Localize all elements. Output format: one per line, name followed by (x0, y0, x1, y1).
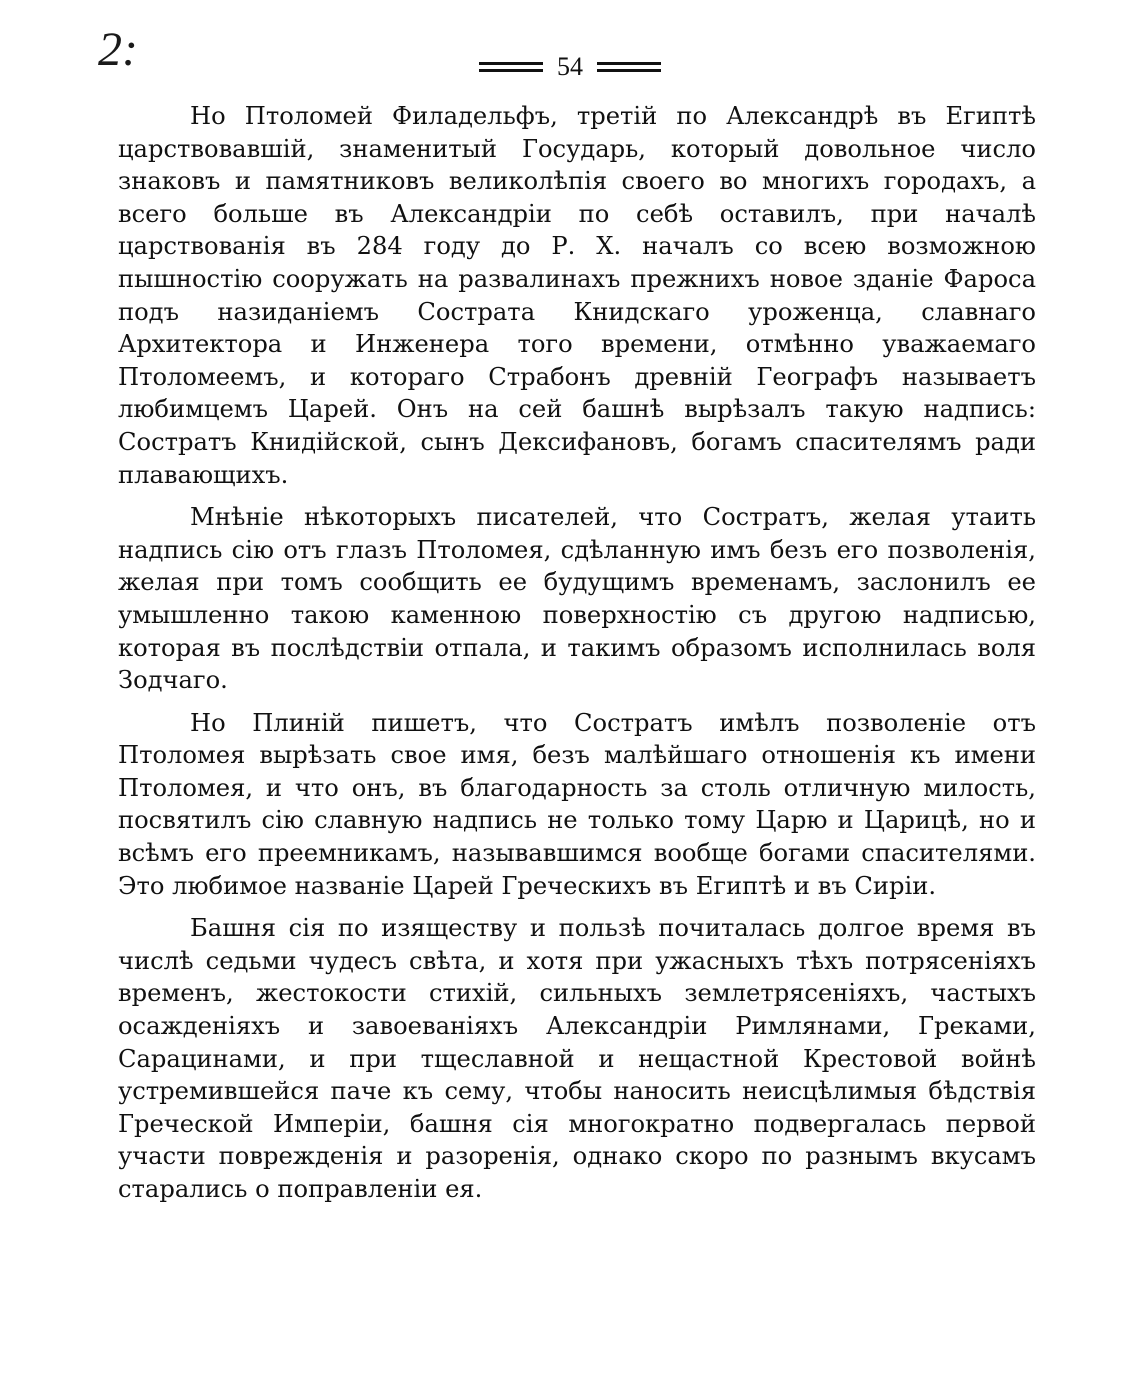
paragraph-3: Но Плиній пишетъ, что Состратъ имѣлъ позволеніе отъ Птоломея вырѣзать свое имя, безъ малѣйшаго отношенія къ имени Птоломея, и что онъ, въ благодарность за столь отличную милость, посвятилъ сію славную надпись не только тому Царю и Царицѣ, но и всѣмъ его преемникамъ, называвшимся вообще богами спасителями. Это любимое названіе Царей Греческихъ въ Египтѣ и въ Сиріи. (118, 708, 1036, 900)
paragraph-2: Мнѣніе нѣкоторыхъ писателей, что Состратъ, желая утаить надпись сію отъ глазъ Птоломея, сдѣланную имъ безъ его позволенія, желая при томъ сообщить ее будущимъ временамъ, заслонилъ ее умышленно такою каменною поверхностію съ другою надписью, которая въ послѣдствіи отпала, и такимъ образомъ исполнилась воля Зодчаго. (118, 503, 1036, 695)
page-number: 54 (557, 52, 583, 81)
right-header-rule (597, 62, 661, 72)
left-header-rule (479, 62, 543, 72)
page-body-text (118, 100, 1036, 1216)
paragraph-1: Но Птоломей Филадельфъ, третій по Александрѣ въ Египтѣ царствовавшій, знаменитый Государь, который довольное число знаковъ и памятниковъ великолѣпія своего во многихъ городахъ, а всего больше въ Александріи по себѣ оставилъ, при началѣ царствованія въ 284 году до Р. Х. началъ со всею возможною пышностію сооружать на развалинахъ прежнихъ новое зданіе Фароса подъ назиданіемъ Сострата Книдскаго уроженца, славнаго Архитектора и Инженера того времени, отмѣнно уважаемаго Птоломеемъ, и котораго Страбонъ древній Географъ называетъ любимцемъ Царей. Онъ на сей башнѣ вырѣзалъ такую надпись: Состратъ Книдійской, сынъ Дексифановъ, богамъ спасителямъ ради плавающихъ. (118, 102, 1036, 489)
paragraph-4: Башня сія по изяществу и пользѣ почиталась долгое время въ числѣ седьми чудесъ свѣта, и хотя при ужасныхъ тѣхъ потрясеніяхъ временъ, жестокости стихій, сильныхъ землетрясеніяхъ, частыхъ осажденіяхъ и завоеваніяхъ Александріи Римлянами, Греками, Сарацинами, и при тщеславной и нещастной Крестовой войнѣ устремившейся паче къ сему, чтобы наносить неисцѣлимыя бѣдствія Греческой Имперіи, башня сія многократно подвергалась первой участи поврежденія и разоренія, однако скоро по разнымъ вкусамъ старались о поправленіи ея. (118, 914, 1036, 1203)
page-header (0, 52, 1140, 82)
handwritten-margin-note: 2: (98, 23, 138, 76)
